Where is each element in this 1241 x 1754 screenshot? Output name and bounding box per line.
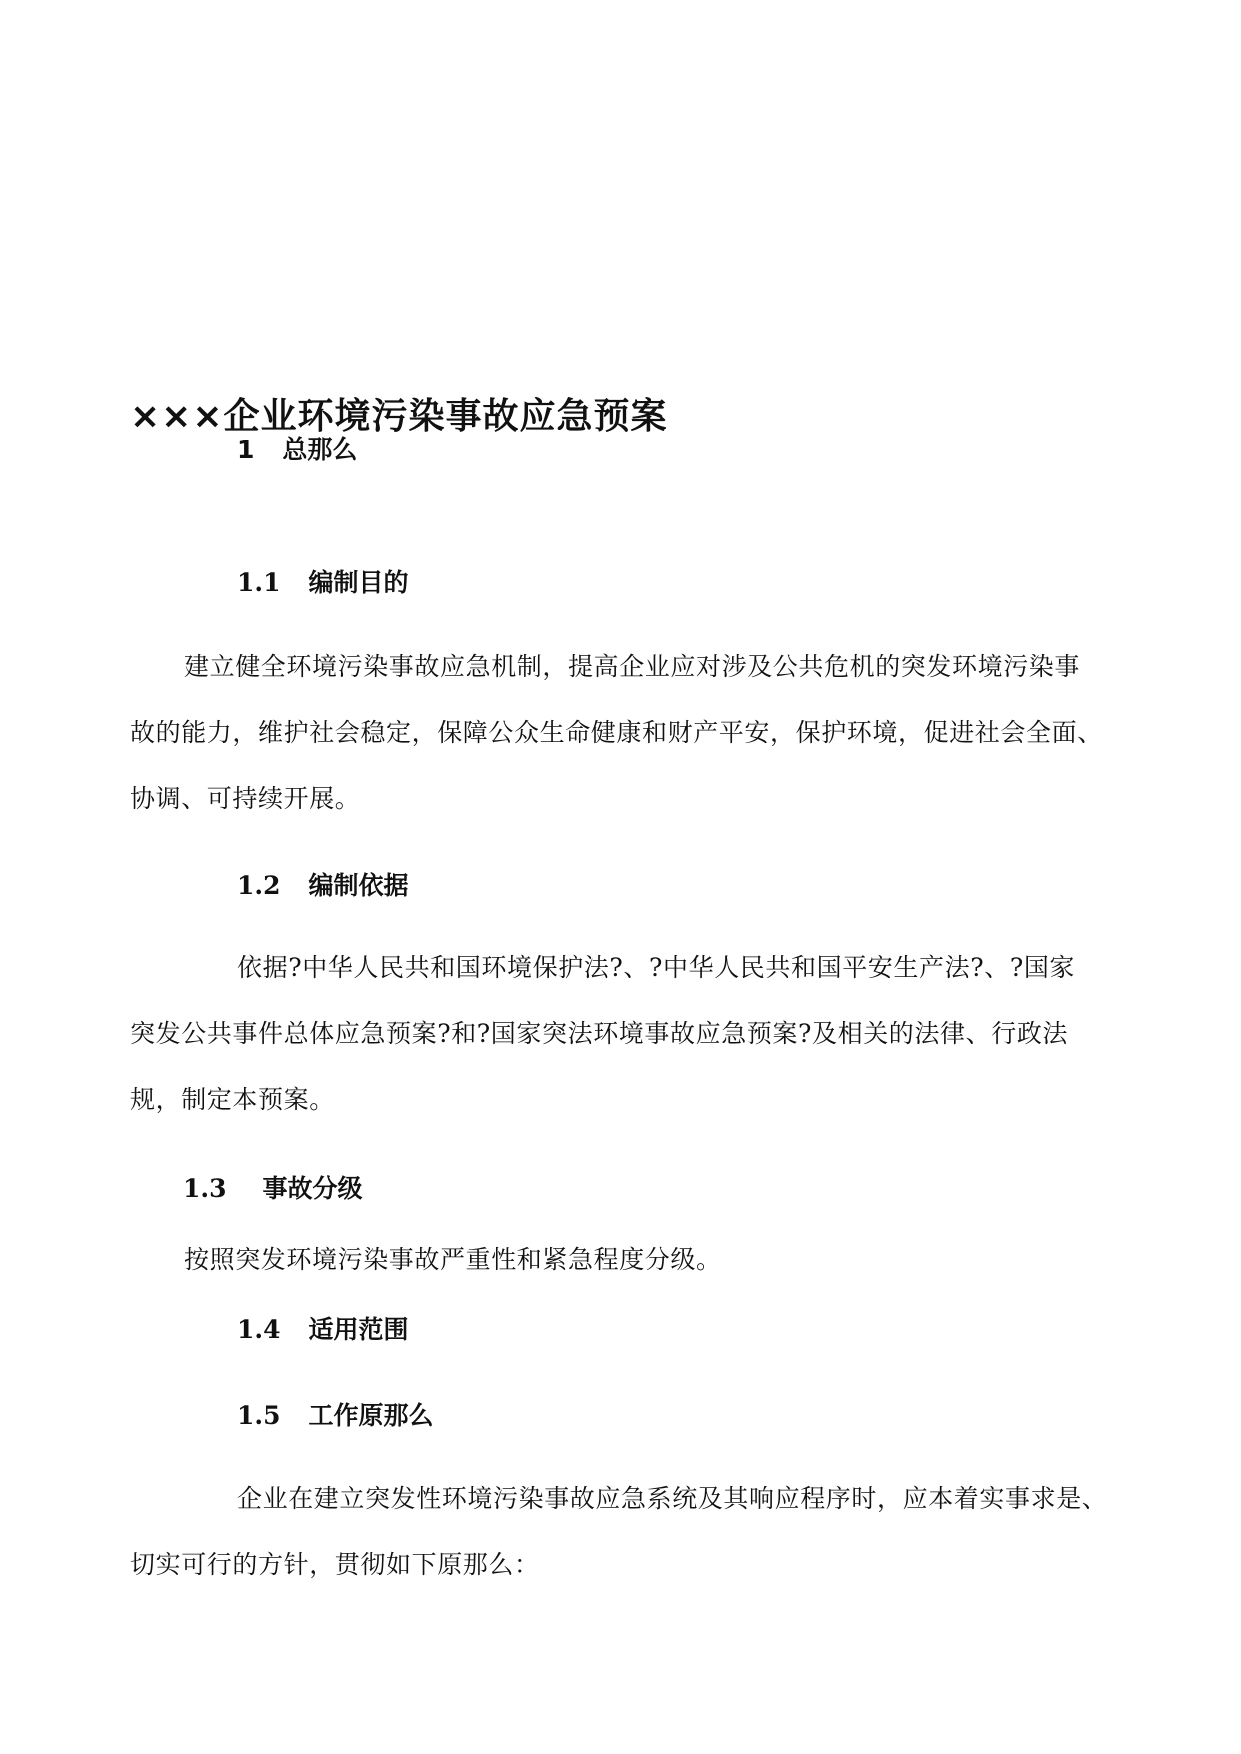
paragraph-purpose bbox=[130, 634, 1120, 832]
section-number: 1.5 bbox=[237, 1401, 281, 1430]
section-title: 工作原那么 bbox=[308, 1401, 434, 1430]
paragraph-line: 切实可行的方针，贯彻如下原那么： bbox=[130, 1550, 540, 1579]
section-title: 编制依据 bbox=[308, 871, 409, 900]
paragraph-line: 建立健全环境污染事故应急机制，提高企业应对涉及公共危机的突发环境污染事 bbox=[184, 652, 1081, 681]
section-title: 事故分级 bbox=[262, 1174, 363, 1203]
section-title: 适用范围 bbox=[308, 1315, 409, 1344]
paragraph-line: 故的能力，维护社会稳定，保障公众生命健康和财产平安，保护环境，促进社会全面、 bbox=[130, 718, 1103, 747]
section-heading-1-1 bbox=[237, 563, 409, 599]
paragraph-line: 企业在建立突发性环境污染事故应急系统及其响应程序时，应本着实事求是、 bbox=[237, 1484, 1108, 1513]
paragraph-line: 突发公共事件总体应急预案?和?国家突法环境事故应急预案?及相关的法律、行政法 bbox=[130, 1019, 1069, 1048]
paragraph-basis bbox=[130, 935, 1120, 1133]
section-title: 编制目的 bbox=[308, 568, 409, 597]
paragraph-principles bbox=[130, 1466, 1120, 1598]
section-number: 1.2 bbox=[237, 871, 281, 900]
section-heading-1-4 bbox=[237, 1310, 409, 1346]
section-heading-1-2 bbox=[237, 866, 409, 902]
section-heading-1-3 bbox=[183, 1169, 363, 1205]
paragraph-line: 协调、可持续开展。 bbox=[130, 784, 361, 813]
section-heading-1 bbox=[237, 430, 357, 466]
section-number: 1 bbox=[237, 435, 255, 464]
section-number: 1.1 bbox=[237, 568, 281, 597]
paragraph-line: 依据?中华人民共和国环境保护法?、?中华人民共和国平安生产法?、?国家 bbox=[237, 953, 1076, 982]
section-title: 总那么 bbox=[282, 435, 358, 464]
paragraph-grading bbox=[130, 1227, 1120, 1293]
section-heading-1-5 bbox=[237, 1396, 434, 1432]
section-number: 1.3 bbox=[183, 1174, 227, 1203]
section-number: 1.4 bbox=[237, 1315, 281, 1344]
document-title: ×××企业环境污染事故应急预案 bbox=[130, 396, 668, 437]
paragraph-line: 规，制定本预案。 bbox=[130, 1085, 335, 1114]
paragraph-line: 按照突发环境污染事故严重性和紧急程度分级。 bbox=[184, 1245, 722, 1274]
